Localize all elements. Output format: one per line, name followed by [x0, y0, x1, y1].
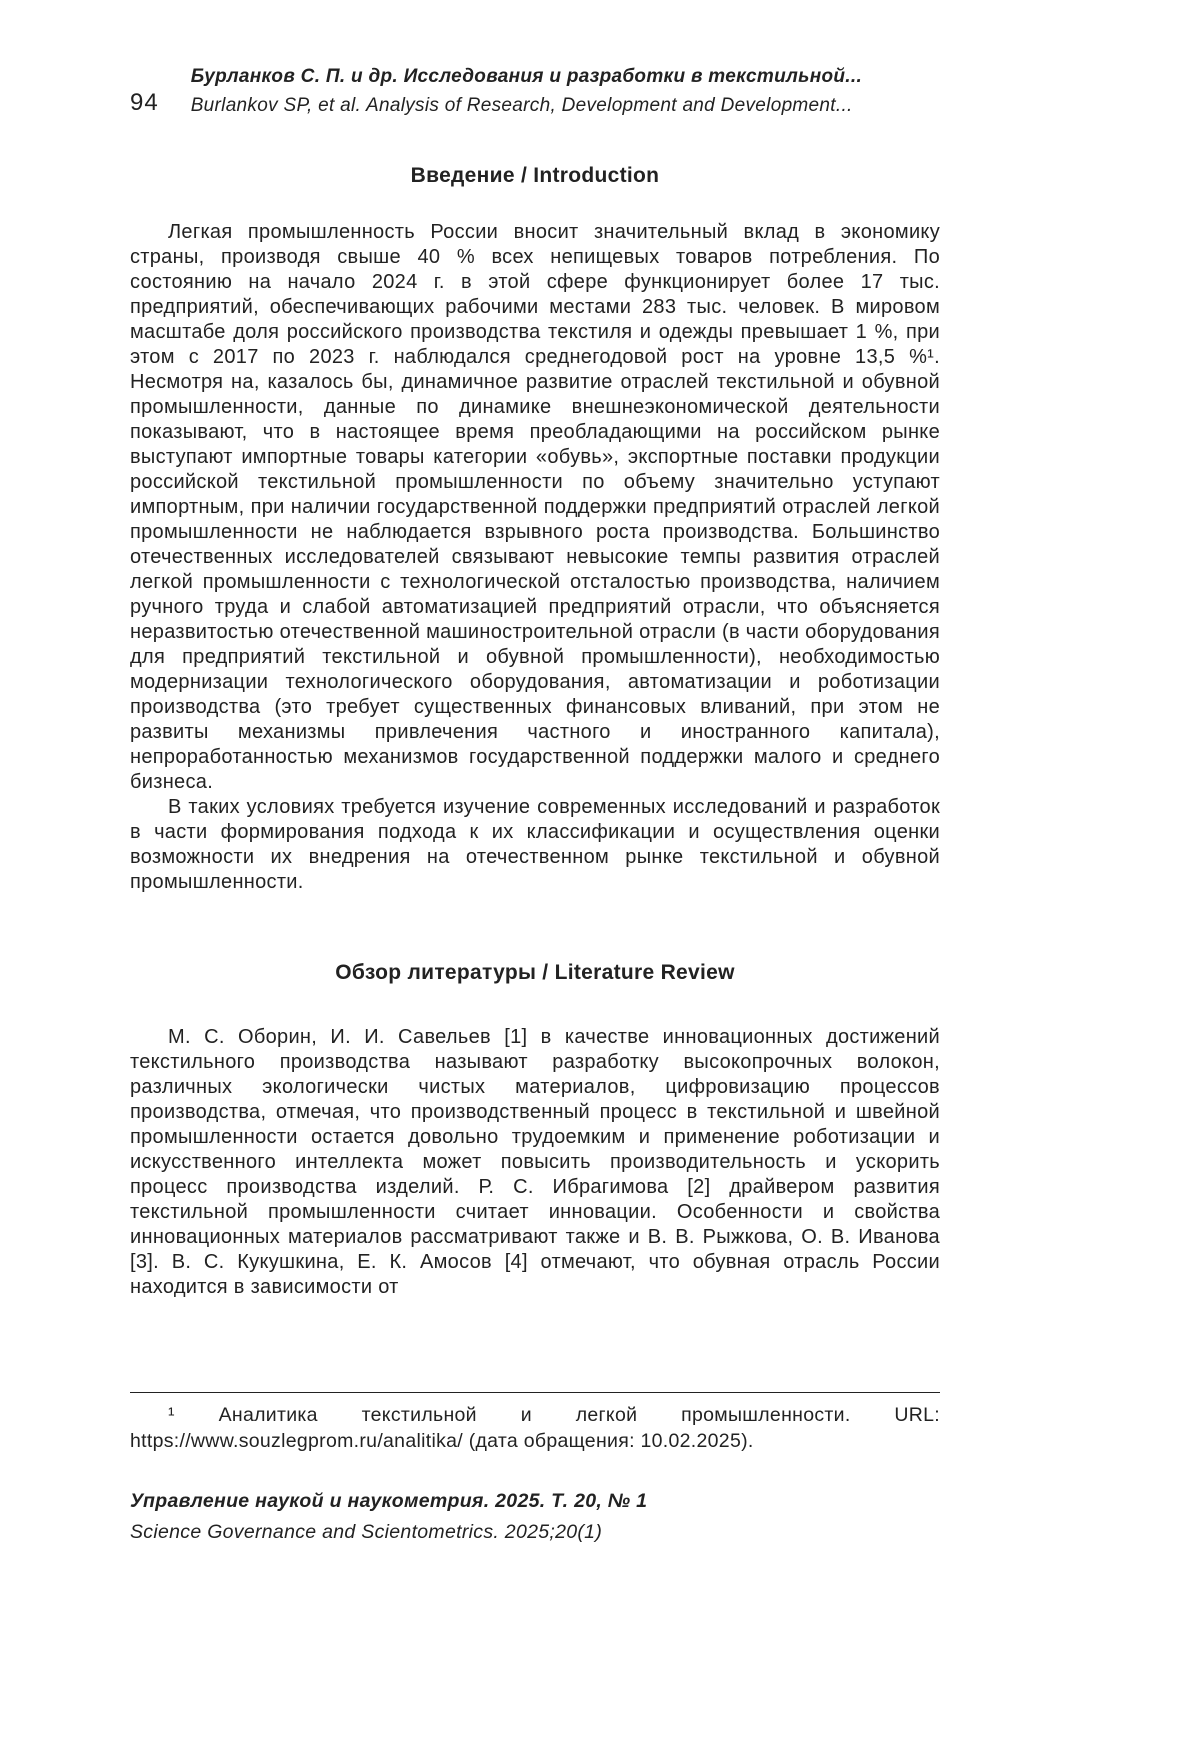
- introduction-paragraph-1: Легкая промышленность России вносит значительный вклад в экономику страны, производя свыше 40 % всех непищевых товаров потребления. По состоянию на начало 2024 г. в этой сфере функционирует более 17 тыс. предприятий, обеспечивающих рабочими местами 283 тыс. человек. В мировом масштабе доля российского производства текстиля и одежды превышает 1 %, при этом с 2017 по 2023 г. наблюдался среднегодовой рост на уровне 13,5 %¹. Несмотря на, казалось бы, динамичное развитие отраслей текстильной и обувной промышленности, данные по динамике внешнеэкономической деятельности показывают, что в настоящее время преобладающими на российском рынке выступают импортные товары категории «обувь», экспортные поставки продукции российской текстильной промышленности по объему значительно уступают импортным, при наличии государственной поддержки предприятий отраслей легкой промышленности не наблюдается взрывного роста производства. Большинство отечественных исследователей связывают невысокие темпы развития отраслей легкой промышленности с технологической отсталостью производства, наличием ручного труда и слабой автоматизацией предприятий отрасли, что объясняется неразвитостью отечественной машиностроительной отрасли (в части оборудования для предприятий текстильной и обувной промышленности), необходимостью модернизации технологического оборудования, автоматизации и роботизации производства (это требует существенных финансовых вливаний, при этом не развиты механизмы привлечения частного и иностранного капитала), непроработанностью механизмов государственной поддержки малого и среднего бизнеса.: [130, 221, 940, 793]
- running-head-russian: Бурланков С. П. и др. Исследования и разработки в текстильной...: [190, 66, 863, 87]
- article-body: [130, 150, 940, 1300]
- footnote-text: ¹ Аналитика текстильной и легкой промышленности. URL: https://www.souzlegprom.ru/analitika/ (дата обращения: 10.02.2025).: [130, 1404, 940, 1452]
- section-heading-literature-review: Обзор литературы / Literature Review: [335, 961, 735, 984]
- introduction-paragraph-2: В таких условиях требуется изучение современных исследований и разработок в части формирования подхода к их классификации и осуществления оценки возможности их внедрения на отечественном рынке текстильной и обувной промышленности.: [130, 796, 940, 893]
- journal-title-english: Science Governance and Scientometrics. 2025;20(1): [130, 1521, 603, 1543]
- page-number: 94: [130, 89, 159, 116]
- literature-review-paragraph-1: М. С. Оборин, И. И. Савельев [1] в качестве инновационных достижений текстильного производства называют разработку высокопрочных волокон, различных экологически чистых материалов, цифровизацию процессов производства, отмечая, что производственный процесс в текстильной и швейной промышленности остается довольно трудоемким и применение роботизации и искусственного интеллекта может повысить производительность и ускорить процесс производства изделий. Р. С. Ибрагимова [2] драйвером развития текстильной промышленности считает инновации. Особенности и свойства инновационных материалов рассматривают также и В. В. Рыжкова, О. В. Иванова [3]. В. С. Кукушкина, Е. К. Амосов [4] отмечают, что обувная отрасль России находится в зависимости от: [130, 1026, 940, 1298]
- footnote-block: [130, 1392, 940, 1454]
- section-heading-introduction: Введение / Introduction: [410, 164, 660, 187]
- running-head: [191, 66, 940, 117]
- running-head-english: Burlankov SP, et al. Analysis of Research, Development and Development...: [190, 95, 853, 116]
- journal-title-russian: Управление наукой и наукометрия. 2025. Т. 20, № 1: [130, 1490, 648, 1512]
- page-footer: [130, 1490, 940, 1544]
- page-header: [130, 66, 940, 117]
